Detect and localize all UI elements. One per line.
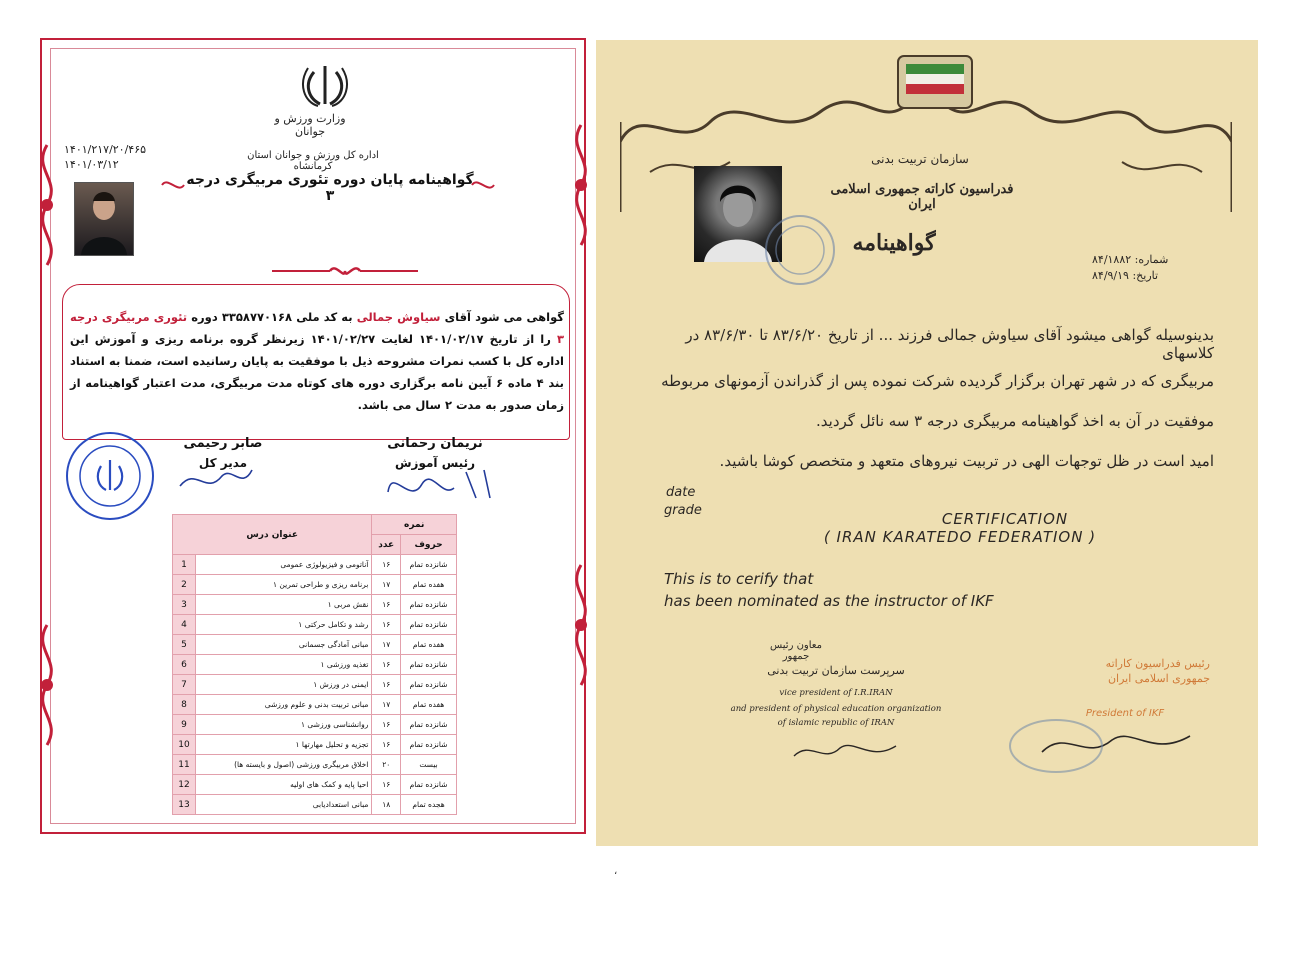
grade-digits: ۱۶: [372, 615, 401, 635]
president-title-en: President of IKF: [1085, 708, 1165, 719]
table-row: [173, 595, 457, 615]
column-header-digits: عدد: [372, 535, 401, 555]
certificate-meta: [1092, 252, 1202, 284]
grade-words: شانزده تمام: [401, 775, 457, 795]
grade-words: هفده تمام: [401, 635, 457, 655]
english-line-1: This is to cerify that: [664, 570, 814, 588]
body-line-4: امید است در ظل توجهات الهی در تربیت نیروهای متعهد و متخصص کوشا باشید.: [719, 452, 1214, 470]
certificate-title-fa: گواهینامه: [852, 230, 936, 256]
grade-words: شانزده تمام: [401, 675, 457, 695]
person-photo-icon: [75, 183, 133, 255]
grade-digits: ۱۷: [372, 695, 401, 715]
course-title: نقش مربی ۱: [196, 595, 372, 615]
course-name: تئوری مربیگری درجه ۳: [70, 310, 564, 346]
left-side-ornament-icon: [32, 620, 62, 750]
grade-words: هفده تمام: [401, 575, 457, 595]
seal-emblem-icon: [68, 434, 152, 518]
grade-digits: ۱۸: [372, 795, 401, 815]
grade-digits: ۱۶: [372, 775, 401, 795]
vp-title-fa: معاون رئیس جمهور: [770, 640, 822, 662]
right-side-ornament-icon: [566, 560, 596, 690]
grade-words: شانزده تمام: [401, 735, 457, 755]
president-title-fa: [1060, 656, 1210, 686]
handwritten-signature-icon: [176, 456, 256, 500]
handwritten-signature-icon: [380, 462, 500, 506]
course-title: رشد و تکامل حرکتی ۱: [196, 615, 372, 635]
grade-words: بیست: [401, 755, 457, 775]
faded-stamp-icon: [760, 210, 840, 290]
course-title: احیا پایه و کمک های اولیه: [196, 775, 372, 795]
table-row: [173, 555, 457, 575]
grade-words: هفده تمام: [401, 695, 457, 715]
federation-name-en: ( IRAN KARATEDO FEDERATION ): [823, 528, 1097, 546]
row-number: 2: [173, 575, 196, 595]
signer-role-training: رئیس آموزش: [395, 456, 475, 470]
body-line-3: موفقیت در آن به اخذ گواهینامه مربیگری درجه ۳ سه نائل گردید.: [816, 412, 1214, 430]
federation-name: فدراسیون کاراته جمهوری اسلامی ایران: [830, 182, 1014, 212]
row-number: 10: [173, 735, 196, 755]
row-number: 7: [173, 675, 196, 695]
course-title: برنامه ریزی و طراحی تمرین ۱: [196, 575, 372, 595]
body-details: را از تاریخ ۱۴۰۱/۰۲/۱۷ لغایت ۱۴۰۱/۰۲/۲۷ زیرنظر گروه برنامه ریزی و آموزش این اداره کل با کسب نمرات مشروحه ذیل با موفقیت به پایان رسانیده است، ضمنا به استناد بند ۴ ماده ۶ آیین نامه برگزاری دوره های کوتاه مدت مربیگری، مدت اعتبار گواهینامه از زمان صدور به مدت ۲ سال می باشد.: [70, 332, 564, 412]
course-title: مبانی تربیت بدنی و علوم ورزشی: [196, 695, 372, 715]
row-number: 8: [173, 695, 196, 715]
table-row: [173, 715, 457, 735]
certificate-number: شماره: ۸۴/۱۸۸۲: [1092, 253, 1169, 266]
course-title: تغذیه ورزشی ۱: [196, 655, 372, 675]
row-number: 3: [173, 595, 196, 615]
body-nationalid: به کد ملی ۳۳۵۸۷۷۰۱۶۸ دوره: [191, 310, 353, 324]
page-mark: ،: [614, 866, 618, 877]
table-row: [173, 675, 457, 695]
president-country-fa: جمهوری اسلامی ایران: [1107, 672, 1210, 685]
department-name: اداره کل ورزش و جوانان استان کرمانشاه: [247, 150, 379, 172]
grade-digits: ۱۶: [372, 555, 401, 575]
column-header-grade: نمره: [372, 515, 457, 535]
table-row: [173, 775, 457, 795]
table-row: [173, 695, 457, 715]
grade-digits: ۱۶: [372, 655, 401, 675]
course-title: مبانی استعدادیابی: [196, 795, 372, 815]
grade-words: هجده تمام: [401, 795, 457, 815]
holder-photo: [74, 182, 134, 256]
grade-words: شانزده تمام: [401, 615, 457, 635]
table-row: [173, 735, 457, 755]
iran-emblem-icon: [300, 62, 350, 108]
column-header-course: عنوان درس: [173, 515, 372, 555]
column-header-words: حروف: [401, 535, 457, 555]
body-intro: گواهی می شود آقای: [444, 310, 564, 324]
table-row: [173, 615, 457, 635]
table-row: [173, 655, 457, 675]
english-line-2: has been nominated as the instructor of IKF: [664, 592, 994, 610]
grade-digits: ۱۷: [372, 635, 401, 655]
reference-date: ۱۴۰۱/۰۳/۱۲: [64, 158, 119, 171]
left-side-ornament-icon: [32, 140, 62, 270]
reference-block: [64, 142, 174, 172]
signer-name-training: نریمان رحمانی: [387, 436, 483, 451]
grade-digits: ۱۶: [372, 595, 401, 615]
holder-name: سیاوش جمالی: [356, 310, 441, 324]
row-number: 1: [173, 555, 196, 575]
table-row: [173, 755, 457, 775]
certificate-title: گواهینامه پایان دوره تئوری مربیگری درجه ۳: [186, 172, 474, 204]
body-line-2: مربیگری که در شهر تهران برگزار گردیده شرکت نموده پس از گذراندن آزمونهای مربوطه: [661, 372, 1214, 390]
vp-country-en: of islamic republic of IRAN: [777, 718, 895, 728]
reference-number: ۱۴۰۱/۲۱۷/۲۰/۴۶۵: [64, 143, 147, 156]
table-row: [173, 575, 457, 595]
grade-digits: ۱۶: [372, 715, 401, 735]
grades-table: [172, 514, 457, 815]
table-row: [173, 635, 457, 655]
handwritten-signature-icon: [790, 736, 900, 766]
grade-words: شانزده تمام: [401, 655, 457, 675]
date-label: date: [666, 485, 696, 500]
table-row: [173, 795, 457, 815]
course-title: تجزیه و تحلیل مهارتها ۱: [196, 735, 372, 755]
course-title: آناتومی و فیزیولوژی عمومی: [196, 555, 372, 575]
certificate-title-en: CERTIFICATION: [941, 510, 1069, 528]
row-number: 13: [173, 795, 196, 815]
vp-role-fa: سرپرست سازمان تربیت بدنی: [767, 664, 905, 677]
federation-emblem-icon: [892, 52, 978, 116]
certificate-date: تاریخ: ۸۴/۹/۱۹: [1092, 269, 1159, 282]
grade-words: شانزده تمام: [401, 715, 457, 735]
ministry-name: وزارت ورزش و جوانان: [274, 112, 346, 138]
organization-name: سازمان تربیت بدنی: [871, 152, 969, 166]
course-title: مبانی آمادگی جسمانی: [196, 635, 372, 655]
signer-name-director: صابر رحیمی: [183, 436, 263, 451]
vp-title-en: vice president of I.R.IRAN: [779, 688, 893, 698]
faded-stamp-icon: [1006, 716, 1106, 776]
row-number: 6: [173, 655, 196, 675]
president-role-fa: رئیس فدراسیون کاراته: [1105, 657, 1210, 670]
grade-digits: ۱۷: [372, 575, 401, 595]
grade-label: grade: [664, 503, 702, 518]
course-title: ایمنی در ورزش ۱: [196, 675, 372, 695]
grade-words: شانزده تمام: [401, 595, 457, 615]
certificate-body: [70, 306, 564, 416]
row-number: 5: [173, 635, 196, 655]
row-number: 11: [173, 755, 196, 775]
grade-digits: ۱۶: [372, 735, 401, 755]
right-side-ornament-icon: [566, 120, 596, 250]
body-line-1: بدینوسیله گواهی میشود آقای سیاوش جمالی فرزند ... از تاریخ ۸۳/۶/۲۰ تا ۸۳/۶/۳۰ در کلاسهای: [685, 326, 1214, 362]
vp-role-en: and president of physical education organization: [730, 704, 942, 714]
grade-words: شانزده تمام: [401, 555, 457, 575]
grade-digits: ۲۰: [372, 755, 401, 775]
grade-digits: ۱۶: [372, 675, 401, 695]
divider-ornament-icon: [270, 262, 420, 280]
official-seal: [66, 432, 154, 520]
course-title: روانشناسی ورزشی ۱: [196, 715, 372, 735]
row-number: 12: [173, 775, 196, 795]
row-number: 4: [173, 615, 196, 635]
signer-role-director: مدیر کل: [198, 456, 248, 470]
row-number: 9: [173, 715, 196, 735]
course-title: اخلاق مربیگری ورزشی (اصول و بایسته ها): [196, 755, 372, 775]
